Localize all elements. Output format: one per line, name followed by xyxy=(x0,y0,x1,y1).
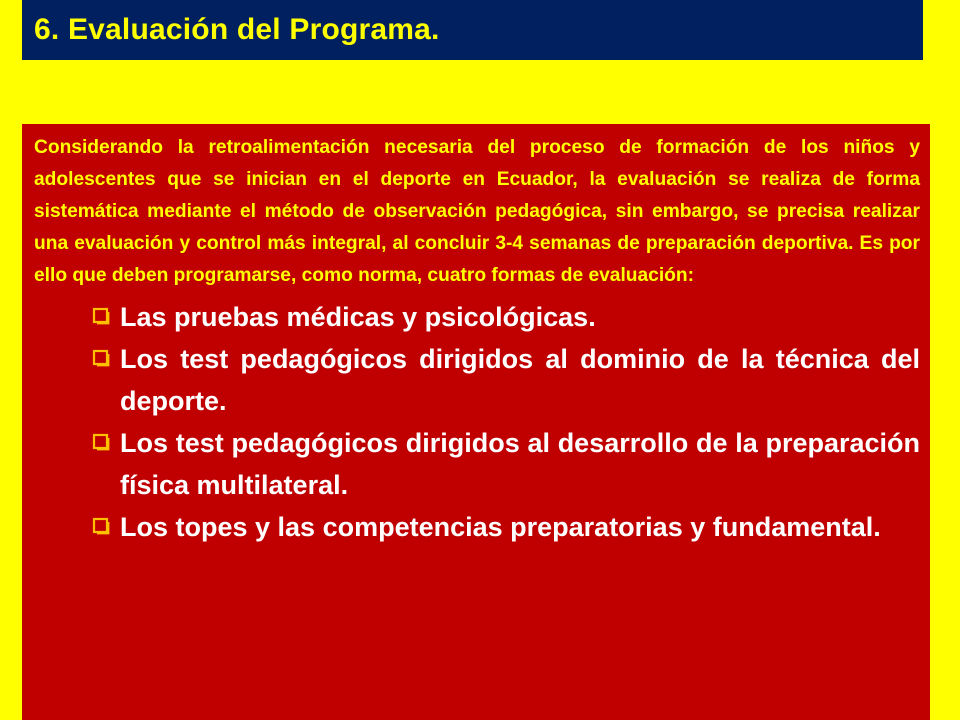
bullet-item xyxy=(34,506,920,548)
checkbox-square-icon xyxy=(92,307,110,325)
bullet-item xyxy=(34,296,920,338)
intro-paragraph: Considerando la retroalimentación necesaria del proceso de formación de los niños y adolescentes que se inician en el deporte en Ecuador, la evaluación se realiza de forma sistemática mediante el método de observación pedagógica, sin embargo, se precisa realizar una evaluación y control más integral, al concluir 3-4 semanas de preparación deportiva. Es por ello que deben programarse, como norma, cuatro formas de evaluación: xyxy=(34,137,920,286)
checkbox-square-icon xyxy=(92,517,110,535)
content-box xyxy=(22,124,930,720)
bullet-text: Los test pedagógicos dirigidos al dominio de la técnica del deporte. xyxy=(120,344,920,416)
bullet-list xyxy=(34,296,920,548)
checkbox-square-icon xyxy=(92,433,110,451)
bullet-item xyxy=(34,338,920,422)
checkbox-square-icon xyxy=(92,349,110,367)
title-bar xyxy=(22,0,923,60)
slide-title: 6. Evaluación del Programa. xyxy=(34,13,440,46)
bullet-text: Los topes y las competencias preparatorias y fundamental. xyxy=(120,512,881,542)
bullet-item xyxy=(34,422,920,506)
bullet-text: Las pruebas médicas y psicológicas. xyxy=(120,302,596,332)
bullet-text: Los test pedagógicos dirigidos al desarrollo de la preparación física multilateral. xyxy=(120,428,920,500)
